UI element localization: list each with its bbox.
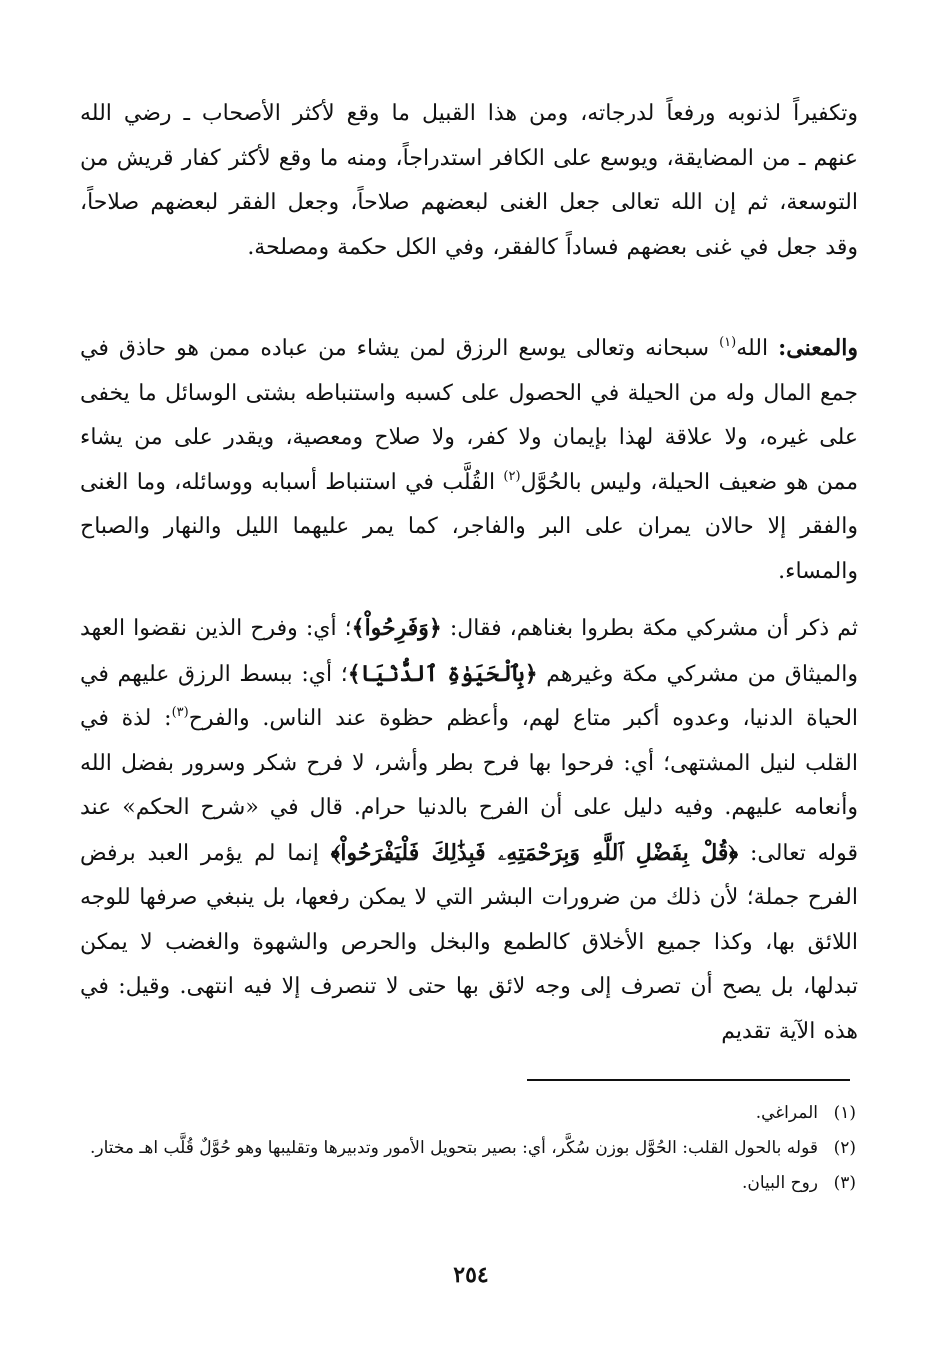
footnotes <box>80 1098 856 1203</box>
footnote-3 <box>80 1168 856 1199</box>
footnote-1 <box>80 1098 856 1129</box>
footnote-ref-3: (٣) <box>171 705 189 720</box>
footnote-text: قوله بالحول القلب: الحُوَّل بوزن سُكَّر، أي: بصير بتحويل الأمور وتدبيرها وتقليبها وهو حُوَّلٌ قُلَّب اهـ مختار. <box>89 1138 818 1158</box>
paragraph-2-text-b: سبحانه وتعالى يوسع الرزق لمن يشاء من عباده ممن هو حاذق في جمع المال وله من الحيلة في الحصول على كسبه واستنباطه بشتى الوسائل ما يخفى على غيره، ولا علاقة لهذا بإيمان ولا كفر، ولا صلاح ومعصية، ويقدر على من يشاء ممن هو ضعيف الحيلة، وليس بالحُوَّل <box>80 336 858 495</box>
quran-quote-1: ﴿وَفَرِحُواْ﴾ <box>351 615 442 641</box>
page-number: ٢٥٤ <box>453 1262 489 1288</box>
footnote-separator <box>527 1079 850 1081</box>
paragraph-3-text-d: : لذة في القلب لنيل المشتهى؛ أي: فرحوا بها فرح بطر وأشر، لا فرح شكر وسرور بفضل الله وأنعامه عليهم. وفيه دليل على أن الفرح بالدنيا حرام. قال في «شرح الحكم» عند قوله تعالى: <box>80 706 858 866</box>
footnote-number: (١) <box>833 1103 856 1123</box>
quran-quote-3: ﴿قُلْ بِفَضْلِ ٱللَّهِ وَبِرَحْمَتِهِۦ فَبِذَٰلِكَ فَلْيَفْرَحُواْ﴾ <box>330 839 739 866</box>
footnote-number: (٣) <box>833 1173 856 1193</box>
paragraph-3 <box>80 606 858 1054</box>
paragraph-2-lead: والمعنى: <box>778 335 858 361</box>
footnote-ref-1: (١) <box>719 335 737 350</box>
paragraph-3-text-b: ؛ أي: وفرح الذين نقضوا العهد والميثاق من مشركي مكة وغيرهم <box>80 616 858 687</box>
footnote-ref-2: (٢) <box>503 468 521 484</box>
footnote-2 <box>80 1133 856 1164</box>
paragraph-3-text-c: ؛ أي: ببسط الرزق عليهم في الحياة الدنيا، وعدوه أكبر متاع لهم، وأعظم حظوة عند الناس. والفرح <box>80 661 859 731</box>
footnote-text: روح البيان. <box>741 1173 818 1193</box>
footnote-number: (٢) <box>833 1138 856 1158</box>
paragraph-3-text-a: ثم ذكر أن مشركي مكة بطروا بغناهم، فقال: <box>441 616 859 641</box>
paragraph-3-text-e: إنما لم يؤمر العبد برفض الفرح جملة؛ لأن ذلك من ضرورات البشر التي لا يمكن رفعها، بل ينبغي صرفها للوجه اللائق بها، وكذا جميع الأخلاق كالطمع والبخل والحرص والشهوة والغضب لا يمكن تبدلها، بل يصح أن تصرف إلى وجه لائق بها حتى لا تنصرف إلا فيه انتهى. وقيل: في هذه الآية تقديم <box>80 840 858 1044</box>
quran-quote-2: ﴿بِٱلْحَيَوٰةِ ٱلدُّنْيَا﴾ <box>347 660 538 687</box>
footnote-text: المراغي. <box>755 1103 818 1123</box>
paragraph-2-text-c: القُلَّب في استنباط أسبابه ووسائله، وما الغنى والفقر إلا حالان يمران على البر والفاجر، كما يمر عليهما الليل والنهار والصباح والمساء. <box>80 469 858 584</box>
paragraph-1-text: وتكفيراً لذنوبه ورفعاً لدرجاته، ومن هذا القبيل ما وقع لأكثر الأصحاب ـ رضي الله عنهم ـ من المضايقة، ويوسع على الكافر استدراجاً، ومنه ما وقع لأكثر كفار قريش من التوسعة، ثم إن الله تعالى جعل الغنى لبعضهم صلاحاً، وجعل الفقر لبعضهم صلاحاً، وقد جعل في غنى بعضهم فساداً كالفقر، وفي الكل حكمة ومصلحة. <box>80 101 858 260</box>
paragraph-2 <box>80 326 858 594</box>
paragraph-2-text-a: الله <box>736 336 779 361</box>
paragraph-1 <box>80 92 858 270</box>
